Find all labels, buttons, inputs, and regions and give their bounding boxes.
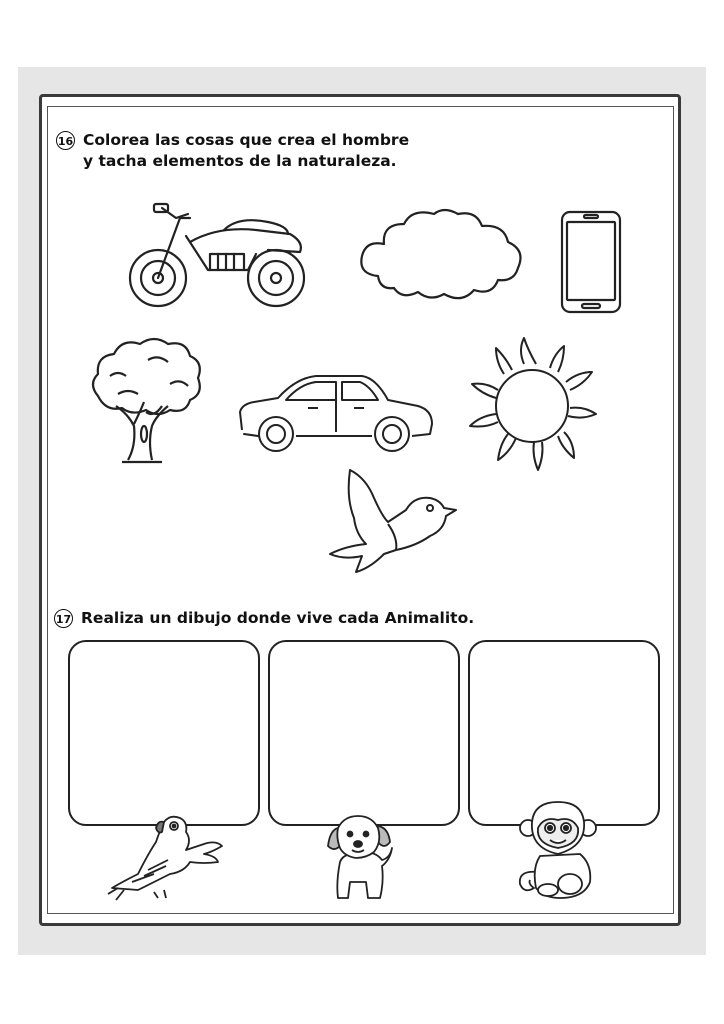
car-icon[interactable]: [236, 372, 436, 454]
question-17-text: Realiza un dibujo donde vive cada Animalito.: [81, 609, 475, 627]
smartphone-icon[interactable]: [560, 210, 622, 314]
question-17: [54, 608, 474, 629]
question-16: [56, 130, 409, 172]
parrot-icon[interactable]: [108, 810, 226, 902]
drawing-box-1[interactable]: [68, 640, 260, 826]
sun-icon[interactable]: [462, 334, 602, 474]
tree-icon[interactable]: [88, 336, 204, 464]
monkey-icon[interactable]: [514, 798, 596, 902]
drawing-box-2[interactable]: [268, 640, 460, 826]
question-16-line-1: Colorea las cosas que crea el hombre: [83, 131, 410, 149]
question-number: 17: [54, 609, 73, 628]
motorcycle-icon[interactable]: [128, 196, 308, 312]
bird-icon[interactable]: [326, 468, 458, 576]
question-16-line-2: y tacha elementos de la naturaleza.: [83, 152, 397, 170]
puppy-icon[interactable]: [324, 812, 396, 904]
cloud-icon[interactable]: [358, 206, 526, 304]
question-number: 16: [56, 131, 75, 150]
